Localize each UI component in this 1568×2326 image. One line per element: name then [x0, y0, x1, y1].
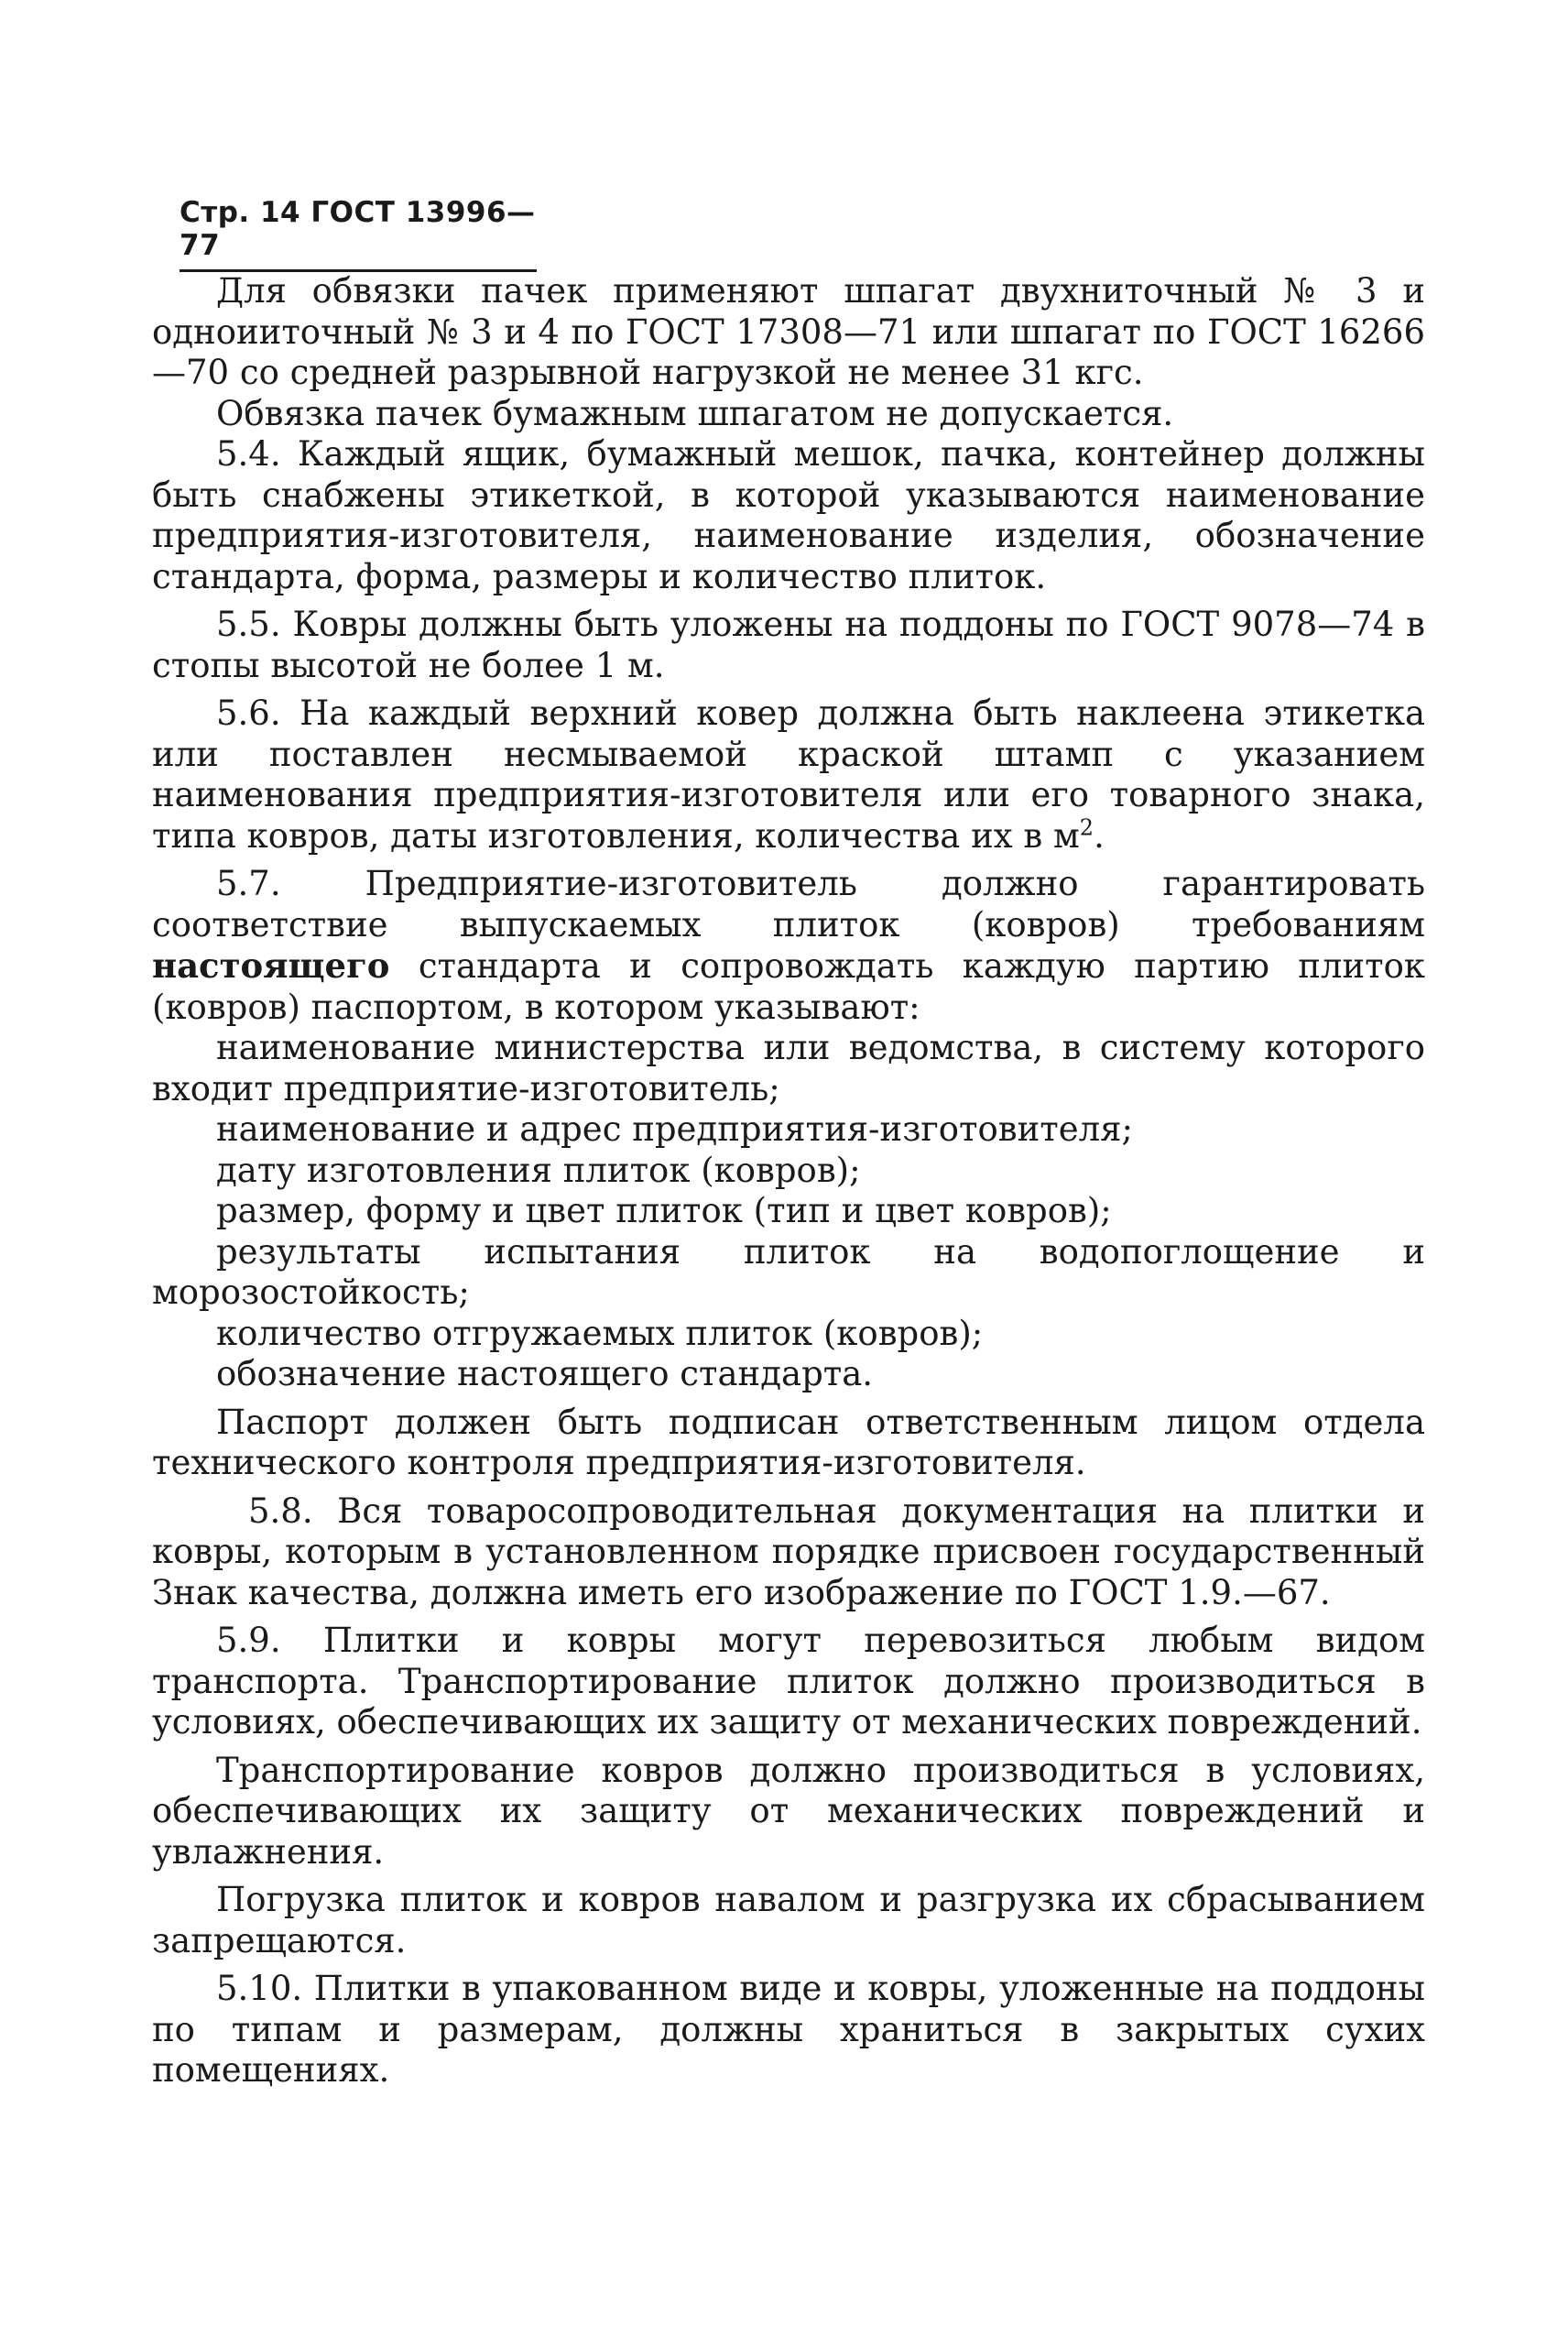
- passport-list-item: количество отгружаемых плиток (ковров);: [216, 1313, 984, 1353]
- passport-list-item: наименование министерства или ведомства, в систему которого входит предприятие-изготовитель;: [152, 1028, 1425, 1108]
- clause-5-7-text-c: стандарта и сопровождать каждую партию плиток (ковров) паспортом, в котором указывают:: [152, 946, 1425, 1027]
- clause-5-5: 5.5. Ковры должны быть уложены на поддоны по ГОСТ 9078—74 в стопы высотой не более 1 м.: [152, 605, 1425, 685]
- document-body: [152, 271, 1425, 2091]
- clause-5-8: 5.8. Вся товаросопроводительная документация на плитки и ковры, которым в установленном порядке присвоен государственный Знак качества, должна иметь его изображение по ГОСТ 1.9.—67.: [152, 1491, 1425, 1612]
- paragraph-carpet-transport: Транспортирование ковров должно производиться в условиях, обеспечивающих их защиту от механических повреждений и увлажнения.: [152, 1750, 1425, 1872]
- paragraph-binding-twine: Для обвязки пачек применяют шпагат двухниточный № 3 и одноииточный № 3 и 4 по ГОСТ 17308—71 или шпагат по ГОСТ 16266—70 со средней разрывной нагрузкой не менее 31 кгс.: [152, 271, 1425, 392]
- clause-5-6-text: 5.6. На каждый верхний ковер должна быть наклеена этикетка или поставлен несмываемой краской штамп с указанием наименования предприятия-изготовителя или его товарного знака, типа ковров, даты изготовления, количества их в м: [152, 693, 1425, 856]
- clause-5-6-end: .: [1094, 815, 1105, 856]
- paragraph-passport-signature: Паспорт должен быть подписан ответственным лицом отдела технического контроля предприятия-изготовителя.: [152, 1402, 1425, 1482]
- clause-5-10: 5.10. Плитки в упакованном виде и ковры, уложенные на поддоны по типам и размерам, должны храниться в закрытых сухих помещениях.: [152, 1969, 1425, 2090]
- clause-5-6-superscript: 2: [1079, 814, 1094, 841]
- clause-5-7-text-a: 5.7. Предприятие-изготовитель должно гарантировать соответствие выпускаемых плиток (ковров) требованиям: [152, 864, 1425, 945]
- paragraph-loading: Погрузка плиток и ковров навалом и разгрузка их сбрасыванием запрещаются.: [152, 1880, 1425, 1960]
- passport-list-item: наименование и адрес предприятия-изготовителя;: [216, 1109, 1133, 1149]
- clause-5-6: [152, 693, 1425, 857]
- page-header: Стр. 14 ГОСТ 13996—77: [180, 196, 537, 272]
- clause-5-7-text-bold: настоящего: [152, 945, 390, 986]
- passport-list-item: размер, форму и цвет плиток (тип и цвет ковров);: [216, 1191, 1112, 1230]
- passport-list-item: обозначение настоящего стандарта.: [216, 1354, 874, 1393]
- passport-list-item: дату изготовления плиток (ковров);: [216, 1150, 861, 1190]
- passport-list-item: результаты испытания плиток на водопоглощение и морозостойкость;: [152, 1231, 1425, 1312]
- paragraph-paper-twine: Обвязка пачек бумажным шпагатом не допускается.: [216, 393, 1174, 433]
- clause-5-4: 5.4. Каждый ящик, бумажный мешок, пачка, контейнер должны быть снабжены этикеткой, в которой указываются наименование предприятия-изготовителя, наименование изделия, обозначение стандарта, форма, размеры и количество плиток.: [152, 434, 1425, 596]
- clause-5-7: [152, 864, 1425, 1028]
- clause-5-9: 5.9. Плитки и ковры могут перевозиться любым видом транспорта. Транспортирование плиток должно производиться в условиях, обеспечивающих их защиту от механических повреждений.: [152, 1621, 1425, 1742]
